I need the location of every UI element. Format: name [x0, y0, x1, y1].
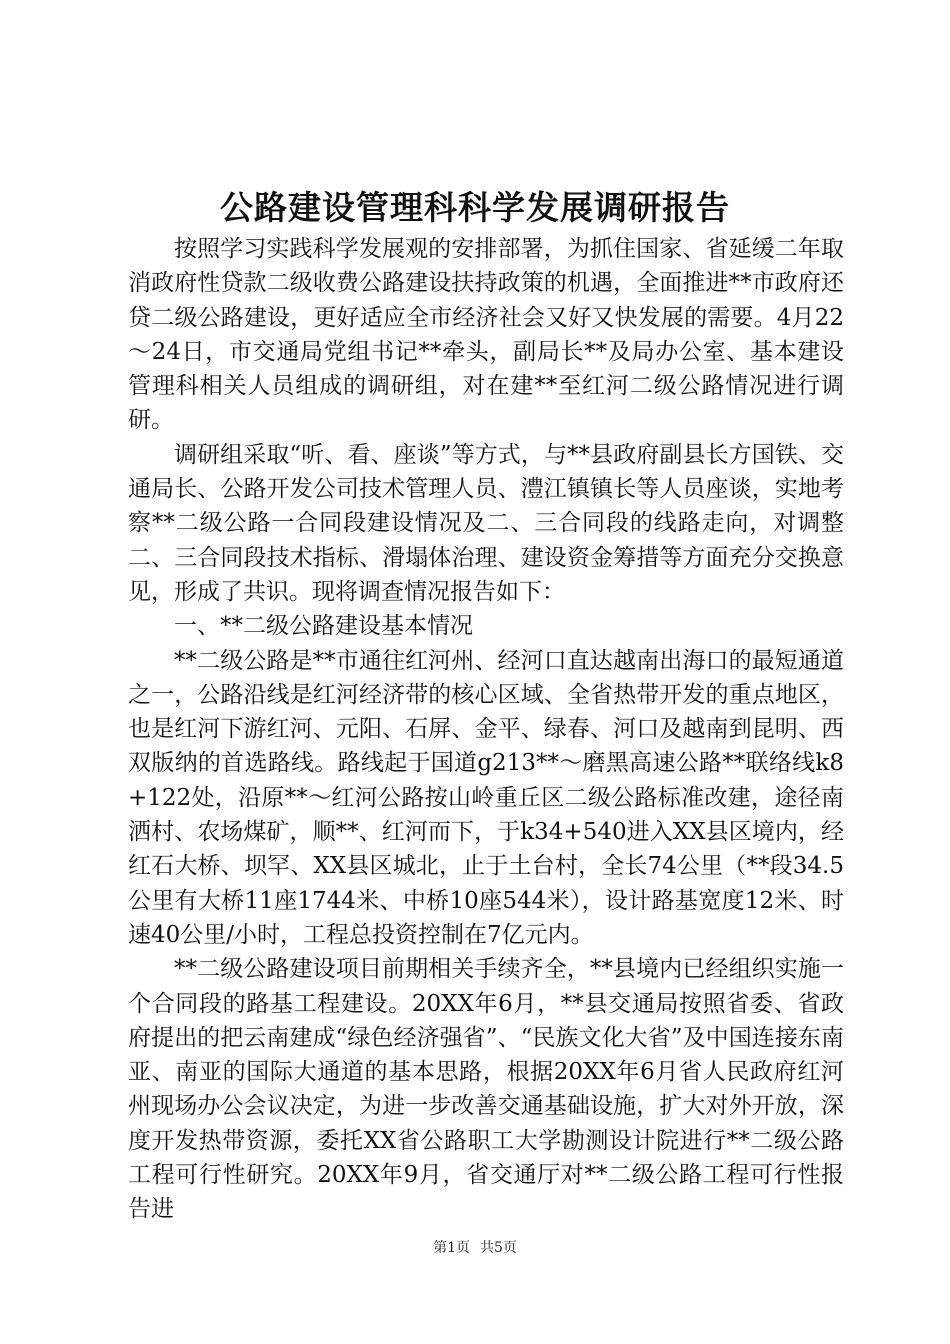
section-heading-1: 一、**二级公路建设基本情况 [174, 613, 473, 640]
paragraph-road-overview: **二级公路是**市通往红河州、经河口直达越南出海口的最短通道之一，公路沿线是红河经济带的核心区域、全省热带开发的重点地区，也是红河下游红河、元阳、石屏、金平、绿春、河口及越南到昆明、西双版纳的首选路线。路线起于国道g213**～磨黑高速公路**联络线k8+122处，沿原**～红河公路按山岭重丘区二级公路标准改建，途径南洒村、农场煤矿，顺**、红河而下，于k34+540进入XX县区境内，经红石大桥、坝罕、XX县区城北，止于土台村，全长74公里（**段34.5公里有大桥11座1744米、中桥10座544米），设计路基宽度12米、时速40公里/小时，工程总投资控制在7亿元内。 [128, 647, 844, 948]
paragraph-project-procedures: **二级公路建设项目前期相关手续齐全，**县境内已经组织实施一个合同段的路基工程建设。20XX年6月，**县交通局按照省委、省政府提出的把云南建成“绿色经济强省”、“民族文化大省”及中国连接东南亚、南亚的国际大通道的基本思路，根据20XX年6月省人民政府红河州现场办公会议决定，为进一步改善交通基础设施，扩大对外开放，深度开发热带资源，委托XX省公路职工大学勘测设计院进行**二级公路工程可行性研究。20XX年9月，省交通厅对**二级公路工程可行性报告进 [128, 956, 844, 1223]
paragraph-intro: 按照学习实践科学发展观的安排部署，为抓住国家、省延缓二年取消政府性贷款二级收费公路建设扶持政策的机遇，全面推进**市政府还贷二级公路建设，更好适应全市经济社会又好又快发展的需要。4月22～24日，市交通局党组书记**牵头，副局长**及局办公室、基本建设管理科相关人员组成的调研组，对在建**至红河二级公路情况进行调研。 [128, 236, 844, 434]
document-title: 公路建设管理科科学发展调研报告 [220, 188, 730, 227]
page-footer [0, 1238, 950, 1258]
paragraph-method: 调研组采取“听、看、座谈”等方式，与**县政府副县长方国铁、交通局长、公路开发公司技术管理人员、澧江镇镇长等人员座谈，实地考察**二级公路一合同段建设情况及二、三合同段的线路走向，对调整二、三合同段技术指标、滑塌体治理、建设资金筹措等方面充分交换意见，形成了共识。现将调查情况报告如下： [128, 441, 844, 605]
document-body [128, 232, 844, 1227]
page-total: 共5页 [480, 1240, 517, 1256]
page-number: 第1页 [433, 1240, 470, 1256]
